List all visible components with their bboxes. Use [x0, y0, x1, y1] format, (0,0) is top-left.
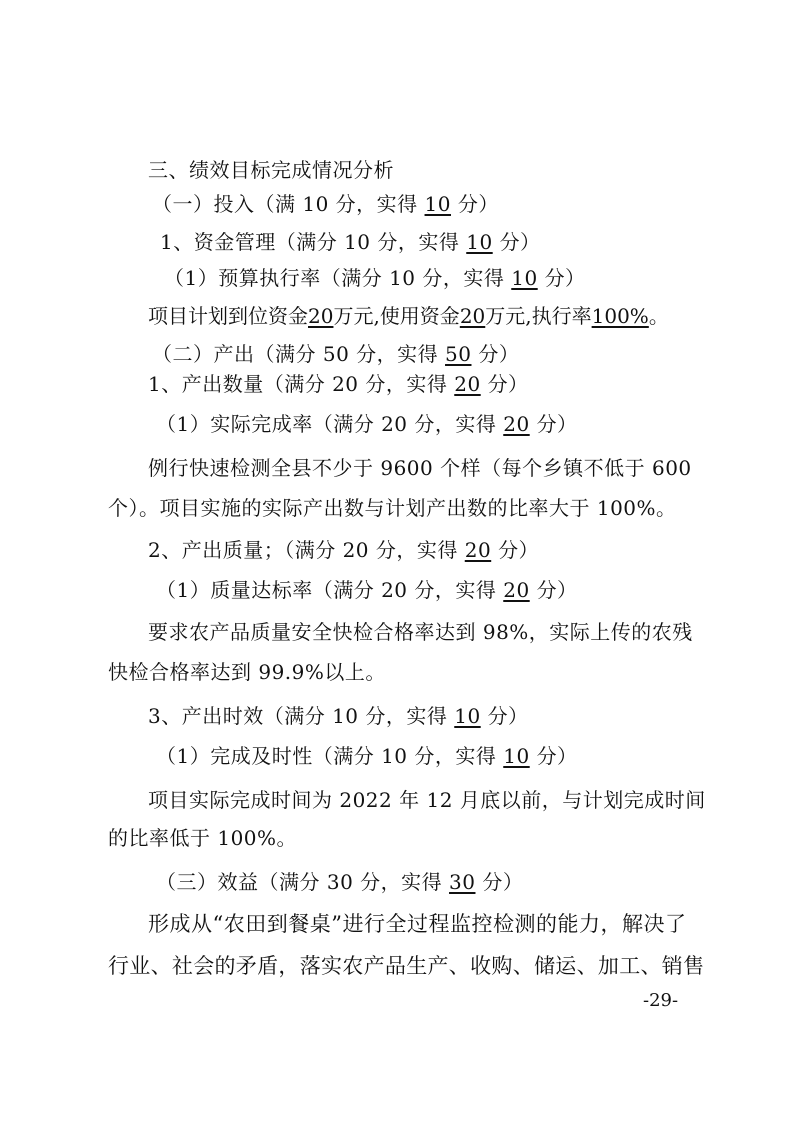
- timely-heading-suffix: 分）: [536, 744, 578, 768]
- quantity-heading: [148, 370, 529, 398]
- benefit-score: 30: [449, 870, 476, 894]
- budget-execution-text: （1）预算执行率（满分 10 分，实得: [164, 266, 505, 290]
- timely-paragraph-line2: [108, 824, 297, 852]
- execution-rate: 100%: [591, 304, 649, 328]
- timely-text-2: 的比率低于 100%。: [108, 826, 298, 850]
- input-score: 10: [424, 192, 451, 216]
- benefit-heading-suffix: 分）: [482, 870, 524, 894]
- section-title-text: 三、绩效目标完成情况分析: [148, 158, 394, 182]
- budget-text-2: 万元,使用资金: [333, 304, 460, 328]
- quantity-heading-text: 1、产出数量（满分 20 分，实得: [148, 372, 448, 396]
- fund-management-score: 10: [466, 230, 493, 254]
- quality-rate-score: 20: [503, 578, 530, 602]
- input-heading: [152, 190, 499, 218]
- section-title: [148, 156, 394, 184]
- quality-score: 20: [464, 538, 492, 562]
- timeliness-score: 10: [454, 704, 481, 728]
- output-heading-text: （二）产出（满分 50 分，实得: [152, 342, 439, 366]
- quantity-heading-suffix: 分）: [487, 372, 529, 396]
- input-heading-text: （一）投入（满 10 分，实得: [152, 192, 418, 216]
- page-number: -29-: [643, 990, 679, 1011]
- budget-text-4: 。: [648, 304, 669, 328]
- timely-heading-text: （1）完成及时性（满分 10 分，实得: [156, 744, 497, 768]
- fund-management-heading: [160, 228, 541, 256]
- completion-rate-suffix: 分）: [536, 412, 578, 436]
- benefit-paragraph-line1: [148, 910, 686, 938]
- quality-heading: [148, 536, 539, 564]
- quantity-text-1: 例行快速检测全县不少于 9600 个样（每个乡镇不低于 600: [148, 456, 692, 480]
- quality-rate-suffix: 分）: [536, 578, 578, 602]
- quality-heading-text: 2、产出质量；（满分 20 分，实得: [148, 538, 458, 562]
- completion-rate-score: 20: [503, 412, 530, 436]
- budget-text-1: 项目计划到位资金: [148, 304, 308, 328]
- timeliness-heading-text: 3、产出时效（满分 10 分，实得: [148, 704, 448, 728]
- quantity-score: 20: [454, 372, 481, 396]
- timeliness-heading-suffix: 分）: [487, 704, 529, 728]
- quality-paragraph-line2: [108, 658, 386, 686]
- quantity-paragraph-line1: [148, 454, 692, 482]
- quality-rate-text: （1）质量达标率（满分 20 分，实得: [156, 578, 497, 602]
- input-heading-suffix: 分）: [457, 192, 499, 216]
- output-heading-suffix: 分）: [478, 342, 520, 366]
- quality-text-2: 快检合格率达到 99.9%以上。: [108, 660, 386, 684]
- quantity-text-2: 个）。项目实施的实际产出数与计划产出数的比率大于 100%。: [108, 496, 677, 520]
- budget-execution-heading: [164, 264, 586, 292]
- timely-paragraph-line1: [148, 786, 706, 814]
- fund-management-suffix: 分）: [499, 230, 541, 254]
- output-heading: [152, 340, 519, 368]
- budget-execution-score: 10: [511, 266, 538, 290]
- used-funds: 20: [459, 304, 486, 328]
- fund-management-text: 1、资金管理（满分 10 分，实得: [160, 230, 460, 254]
- quality-text-1: 要求农产品质量安全快检合格率达到 98%，实际上传的农残: [148, 620, 693, 644]
- benefit-text-2: 行业、社会的矛盾，落实农产品生产、收购、储运、加工、销售: [108, 954, 705, 978]
- quality-heading-suffix: 分）: [498, 538, 540, 562]
- quantity-paragraph-line2: [108, 494, 677, 522]
- budget-paragraph: [148, 302, 669, 330]
- benefit-paragraph-line2: [108, 952, 704, 980]
- completion-rate-heading: [156, 410, 578, 438]
- budget-text-3: 万元,执行率: [485, 304, 592, 328]
- timely-score: 10: [503, 744, 530, 768]
- benefit-heading-text: （三）效益（满分 30 分，实得: [156, 870, 443, 894]
- timely-heading: [156, 742, 578, 770]
- quality-rate-heading: [156, 576, 578, 604]
- benefit-text-1: 形成从“农田到餐桌”进行全过程监控检测的能力，解决了: [148, 912, 687, 936]
- completion-rate-text: （1）实际完成率（满分 20 分，实得: [156, 412, 497, 436]
- planned-funds: 20: [308, 304, 334, 328]
- timely-text-1: 项目实际完成时间为 2022 年 12 月底以前，与计划完成时间: [148, 788, 706, 812]
- quality-paragraph-line1: [148, 618, 693, 646]
- timeliness-heading: [148, 702, 529, 730]
- benefit-heading: [156, 868, 523, 896]
- output-score: 50: [445, 342, 472, 366]
- budget-execution-suffix: 分）: [544, 266, 586, 290]
